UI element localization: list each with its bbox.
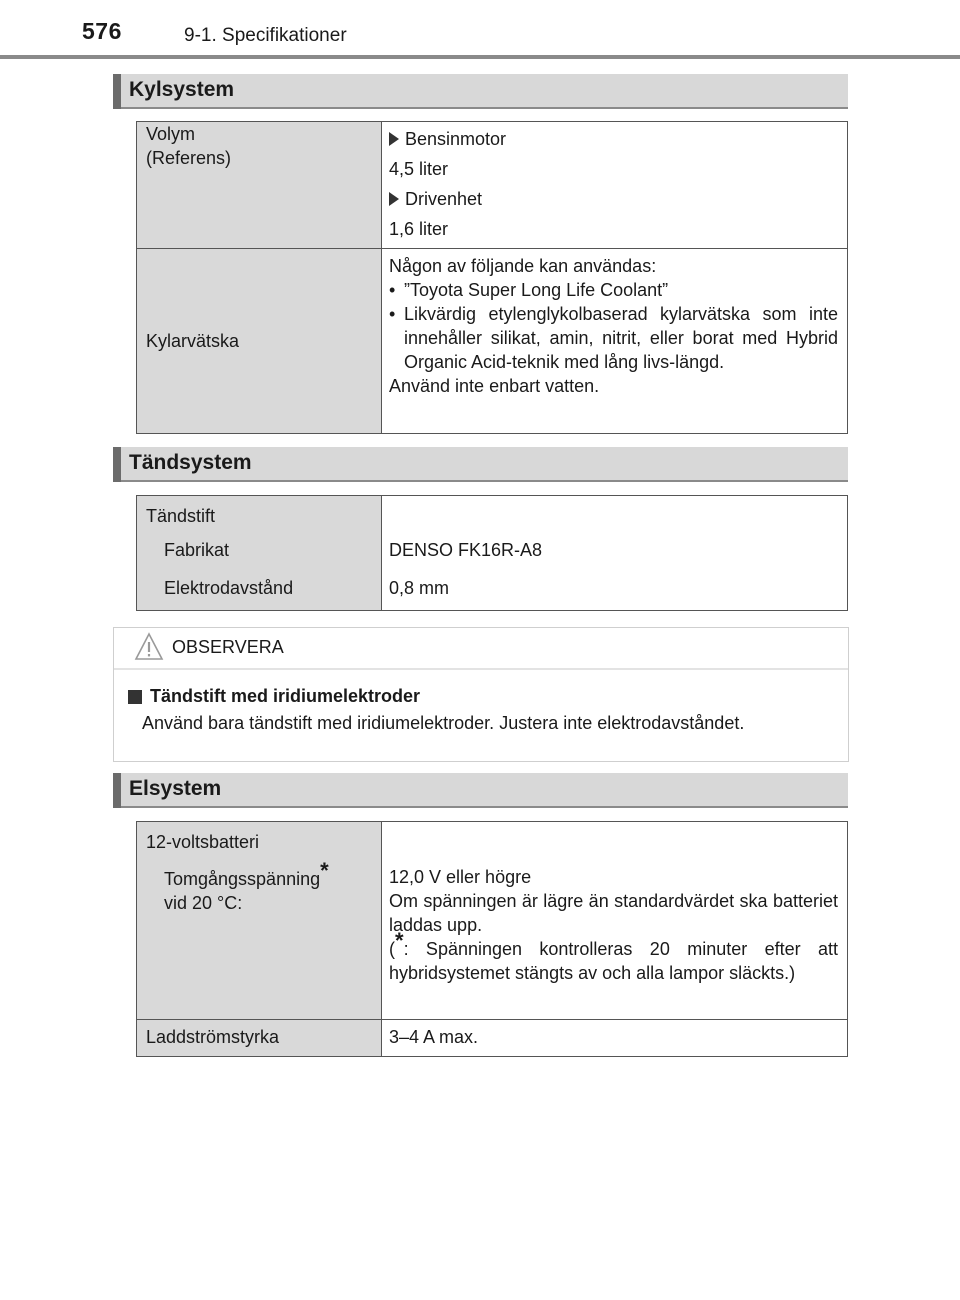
coolant-bullet-1: ”Toyota Super Long Life Coolant” [404,280,669,300]
heading-bar [113,773,121,808]
section-title: Elsystem [129,777,222,800]
heading-bar [113,74,121,109]
drive-row [389,184,838,214]
chapter-title: 9-1. Specifikationer [184,25,347,46]
square-bullet-icon [128,690,142,704]
engine-value: 4,5 liter [389,159,449,179]
voltage-note: Om spänningen är lägre än standardvärdet ska batteriet laddas upp. [389,891,838,935]
section-title: Kylsystem [129,78,235,101]
arrow-right-icon [389,132,399,146]
label-cell [137,1020,382,1057]
notice-subheading [128,686,420,707]
page-header [0,0,960,62]
table-row [137,822,848,1020]
section-heading-tandsystem [113,447,848,482]
table-row [137,249,848,434]
value-cell [382,1020,848,1057]
section-title: Tändsystem [129,451,252,474]
drive-label: Drivenhet [405,189,483,209]
volume-label-ref: (Referens) [146,148,232,168]
brand-label: Fabrikat [164,540,230,560]
charging-current-value: 3–4 A max. [389,1027,479,1047]
label-cell [137,822,382,1020]
spark-plug-label: Tändstift [146,506,216,526]
label-cell [137,249,382,434]
header-rule [0,55,960,59]
warning-icon [134,632,164,662]
volume-label: Volym [146,124,196,144]
voltage-value: 12,0 V eller högre [389,867,532,887]
coolant-bullet-2: Likvärdig etylenglykolbaserad kylarvätska som inte innehåller silikat, amin, nitrit, eller borat med Hybrid Organic Acid-teknik med lång livs-längd. [404,304,838,372]
coolant-note: Använd inte enbart vatten. [389,376,600,396]
gap-value: 0,8 mm [389,578,450,598]
asterisk-mark: * [395,928,404,953]
notice-header [114,628,848,670]
coolant-label: Kylarvätska [146,331,240,351]
gap-label: Elektrodavstånd [164,578,294,598]
asterisk-mark: * [320,858,329,883]
label-cell [137,496,382,611]
table-row [137,496,848,611]
value-cell [382,822,848,1020]
brand-value: DENSO FK16R-A8 [389,540,543,560]
notice-title: OBSERVERA [172,637,284,657]
table-row [137,1020,848,1057]
engine-label: Bensinmotor [405,129,507,149]
arrow-right-icon [389,192,399,206]
notice-body: Använd bara tändstift med iridiumelektroder. Justera inte elektrodavståndet. [142,713,745,733]
value-cell [382,249,848,434]
list-item: • ”Toyota Super Long Life Coolant” [389,280,669,300]
temperature-label: vid 20 °C: [164,893,243,913]
engine-row [389,124,838,154]
notice-box [113,627,849,762]
electrical-system-table [136,821,848,1057]
cooling-system-table [136,121,848,434]
heading-bar [113,447,121,482]
drive-value: 1,6 liter [389,219,449,239]
coolant-intro: Någon av följande kan användas: [389,256,657,276]
notice-subheading-text: Tändstift med iridiumelektroder [150,686,421,706]
idle-voltage-label: Tomgångsspänning* [164,858,329,889]
list-item: • Likvärdig etylenglykolbaserad kylarvätska som inte innehåller silikat, amin, nitrit, eller borat med Hybrid Organic Acid-teknik med lång livs-längd. [389,304,838,372]
battery-label: 12-voltsbatteri [146,832,260,852]
table-row [137,122,848,249]
section-heading-elsystem [113,773,848,808]
ignition-system-table [136,495,848,611]
value-cell [382,122,848,249]
value-cell [382,496,848,611]
page-number: 576 [82,18,122,44]
label-cell [137,122,382,249]
footnote: (*: Spänningen kontrolleras 20 minuter efter att hybridsystemet stängts av och alla lampor släckts.) [389,928,838,983]
section-heading-kylsystem [113,74,848,109]
charging-current-label: Laddströmstyrka [146,1027,280,1047]
